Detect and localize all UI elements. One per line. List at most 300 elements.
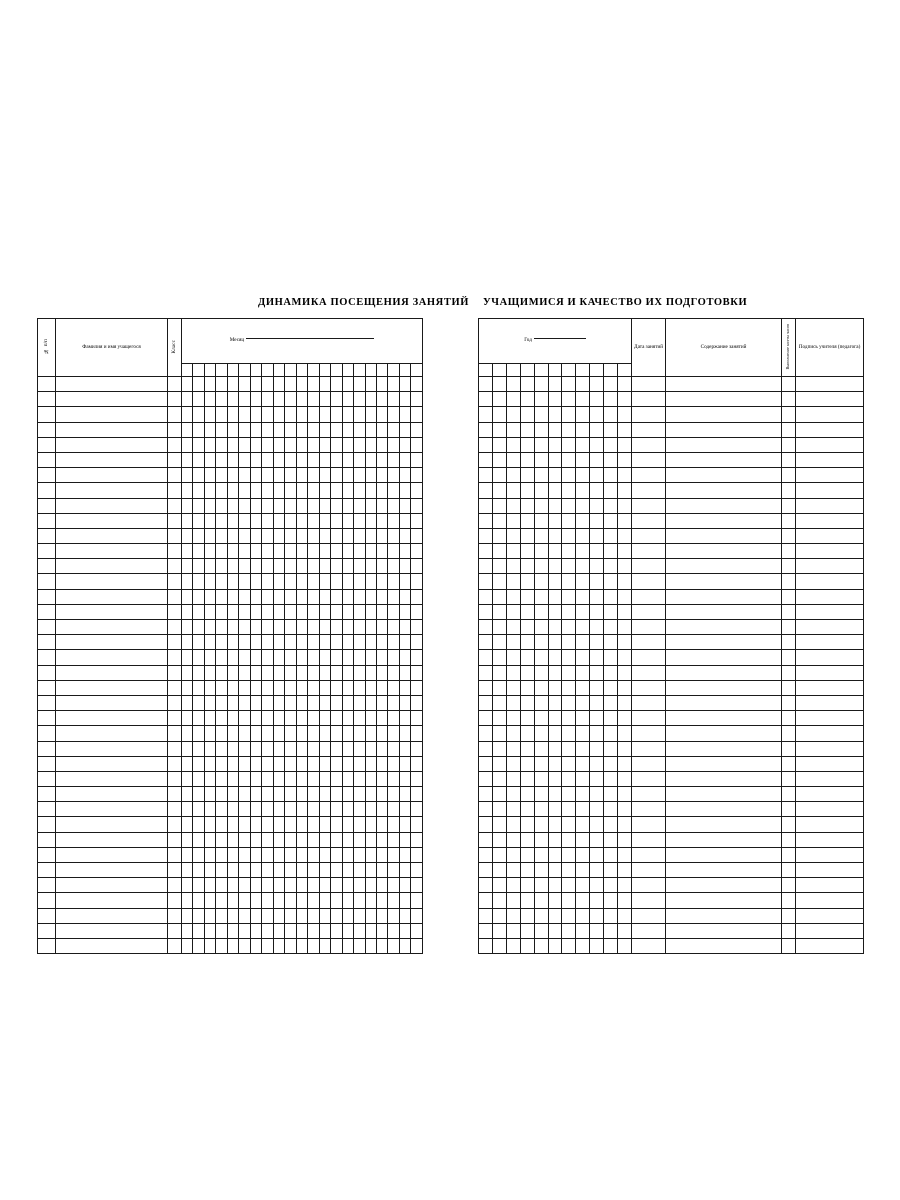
cell-number[interactable]: [38, 468, 56, 483]
cell-day[interactable]: [520, 604, 534, 619]
cell-day[interactable]: [506, 452, 520, 467]
cell-day[interactable]: [319, 544, 330, 559]
cell-lesson-date[interactable]: [632, 620, 666, 635]
cell-day[interactable]: [590, 923, 604, 938]
cell-day[interactable]: [562, 589, 576, 604]
cell-day[interactable]: [239, 832, 250, 847]
cell-day[interactable]: [319, 650, 330, 665]
cell-hours-completed[interactable]: [782, 847, 796, 862]
cell-number[interactable]: [38, 787, 56, 802]
cell-day[interactable]: [193, 589, 204, 604]
cell-day[interactable]: [182, 559, 193, 574]
cell-day[interactable]: [548, 407, 562, 422]
cell-day[interactable]: [250, 923, 261, 938]
cell-day[interactable]: [604, 437, 618, 452]
cell-day[interactable]: [562, 817, 576, 832]
cell-day[interactable]: [204, 893, 215, 908]
cell-number[interactable]: [38, 483, 56, 498]
cell-day[interactable]: [576, 589, 590, 604]
cell-day[interactable]: [331, 847, 342, 862]
cell-class[interactable]: [168, 498, 182, 513]
cell-day[interactable]: [604, 574, 618, 589]
cell-day[interactable]: [216, 528, 227, 543]
cell-day[interactable]: [492, 620, 506, 635]
cell-lesson-content[interactable]: [666, 407, 782, 422]
cell-day[interactable]: [273, 756, 284, 771]
cell-day[interactable]: [492, 589, 506, 604]
cell-day[interactable]: [273, 513, 284, 528]
cell-day[interactable]: [590, 422, 604, 437]
cell-number[interactable]: [38, 863, 56, 878]
cell-day[interactable]: [479, 483, 493, 498]
cell-day[interactable]: [376, 377, 387, 392]
cell-day[interactable]: [354, 756, 365, 771]
cell-day[interactable]: [604, 452, 618, 467]
cell-day[interactable]: [576, 528, 590, 543]
cell-day[interactable]: [308, 665, 319, 680]
cell-student-name[interactable]: [56, 923, 168, 938]
cell-day[interactable]: [331, 741, 342, 756]
cell-day[interactable]: [548, 726, 562, 741]
cell-day[interactable]: [520, 407, 534, 422]
cell-class[interactable]: [168, 377, 182, 392]
cell-student-name[interactable]: [56, 665, 168, 680]
cell-class[interactable]: [168, 817, 182, 832]
cell-day[interactable]: [376, 498, 387, 513]
cell-day[interactable]: [388, 513, 399, 528]
cell-day[interactable]: [534, 392, 548, 407]
cell-day[interactable]: [331, 498, 342, 513]
cell-day[interactable]: [354, 695, 365, 710]
cell-day[interactable]: [534, 544, 548, 559]
cell-day[interactable]: [411, 604, 423, 619]
cell-day[interactable]: [399, 544, 410, 559]
cell-day[interactable]: [365, 650, 376, 665]
cell-teacher-signature[interactable]: [796, 620, 864, 635]
cell-day[interactable]: [285, 863, 296, 878]
cell-day[interactable]: [354, 832, 365, 847]
cell-day[interactable]: [285, 711, 296, 726]
cell-day[interactable]: [285, 680, 296, 695]
cell-day[interactable]: [479, 787, 493, 802]
cell-day[interactable]: [590, 377, 604, 392]
cell-day[interactable]: [618, 483, 632, 498]
cell-day[interactable]: [262, 787, 273, 802]
cell-day[interactable]: [388, 771, 399, 786]
cell-day[interactable]: [411, 513, 423, 528]
cell-day[interactable]: [520, 589, 534, 604]
cell-day[interactable]: [182, 407, 193, 422]
cell-day[interactable]: [411, 650, 423, 665]
cell-class[interactable]: [168, 513, 182, 528]
cell-day[interactable]: [239, 771, 250, 786]
cell-day[interactable]: [296, 938, 307, 953]
cell-teacher-signature[interactable]: [796, 847, 864, 862]
cell-day[interactable]: [285, 741, 296, 756]
cell-day[interactable]: [506, 604, 520, 619]
cell-day[interactable]: [204, 923, 215, 938]
cell-hours-completed[interactable]: [782, 604, 796, 619]
cell-day[interactable]: [604, 695, 618, 710]
cell-day[interactable]: [216, 802, 227, 817]
cell-class[interactable]: [168, 695, 182, 710]
cell-day[interactable]: [308, 878, 319, 893]
cell-day[interactable]: [376, 893, 387, 908]
cell-teacher-signature[interactable]: [796, 437, 864, 452]
cell-day[interactable]: [354, 407, 365, 422]
cell-day[interactable]: [319, 377, 330, 392]
cell-day[interactable]: [250, 938, 261, 953]
cell-day[interactable]: [576, 863, 590, 878]
cell-day[interactable]: [239, 528, 250, 543]
cell-day[interactable]: [520, 695, 534, 710]
cell-day[interactable]: [262, 468, 273, 483]
cell-day[interactable]: [273, 923, 284, 938]
cell-day[interactable]: [388, 544, 399, 559]
cell-day[interactable]: [618, 559, 632, 574]
cell-day[interactable]: [520, 878, 534, 893]
cell-day[interactable]: [376, 802, 387, 817]
cell-day[interactable]: [354, 392, 365, 407]
cell-day[interactable]: [388, 635, 399, 650]
cell-day[interactable]: [331, 787, 342, 802]
cell-day[interactable]: [354, 589, 365, 604]
cell-day[interactable]: [399, 863, 410, 878]
cell-day[interactable]: [492, 483, 506, 498]
cell-day[interactable]: [227, 817, 238, 832]
cell-number[interactable]: [38, 908, 56, 923]
cell-day[interactable]: [262, 893, 273, 908]
cell-day[interactable]: [520, 559, 534, 574]
cell-day[interactable]: [411, 863, 423, 878]
cell-day[interactable]: [354, 741, 365, 756]
cell-day[interactable]: [376, 422, 387, 437]
cell-day[interactable]: [331, 377, 342, 392]
cell-day[interactable]: [604, 741, 618, 756]
cell-lesson-date[interactable]: [632, 650, 666, 665]
cell-hours-completed[interactable]: [782, 407, 796, 422]
cell-day[interactable]: [273, 908, 284, 923]
cell-day[interactable]: [250, 620, 261, 635]
cell-number[interactable]: [38, 726, 56, 741]
cell-day[interactable]: [273, 680, 284, 695]
cell-hours-completed[interactable]: [782, 711, 796, 726]
cell-day[interactable]: [262, 635, 273, 650]
cell-day[interactable]: [285, 832, 296, 847]
cell-day[interactable]: [388, 422, 399, 437]
cell-day[interactable]: [411, 392, 423, 407]
cell-day[interactable]: [376, 680, 387, 695]
cell-day[interactable]: [376, 771, 387, 786]
cell-number[interactable]: [38, 452, 56, 467]
cell-day[interactable]: [411, 528, 423, 543]
cell-day[interactable]: [506, 589, 520, 604]
cell-number[interactable]: [38, 893, 56, 908]
cell-day[interactable]: [365, 893, 376, 908]
cell-day[interactable]: [342, 559, 353, 574]
cell-day[interactable]: [411, 787, 423, 802]
cell-lesson-date[interactable]: [632, 544, 666, 559]
cell-day[interactable]: [250, 680, 261, 695]
cell-day[interactable]: [216, 847, 227, 862]
cell-day[interactable]: [548, 878, 562, 893]
cell-day[interactable]: [534, 863, 548, 878]
cell-day[interactable]: [590, 695, 604, 710]
cell-day[interactable]: [216, 377, 227, 392]
cell-day[interactable]: [376, 407, 387, 422]
cell-day[interactable]: [411, 878, 423, 893]
cell-day[interactable]: [342, 847, 353, 862]
cell-student-name[interactable]: [56, 847, 168, 862]
cell-day[interactable]: [216, 620, 227, 635]
cell-day[interactable]: [411, 589, 423, 604]
cell-day[interactable]: [520, 544, 534, 559]
cell-day[interactable]: [576, 437, 590, 452]
cell-day[interactable]: [399, 741, 410, 756]
cell-day[interactable]: [193, 483, 204, 498]
cell-day[interactable]: [399, 665, 410, 680]
cell-lesson-date[interactable]: [632, 923, 666, 938]
cell-day[interactable]: [388, 589, 399, 604]
cell-day[interactable]: [354, 620, 365, 635]
cell-day[interactable]: [365, 377, 376, 392]
cell-day[interactable]: [250, 574, 261, 589]
cell-day[interactable]: [227, 847, 238, 862]
cell-teacher-signature[interactable]: [796, 452, 864, 467]
cell-day[interactable]: [204, 863, 215, 878]
cell-hours-completed[interactable]: [782, 802, 796, 817]
cell-day[interactable]: [388, 620, 399, 635]
cell-day[interactable]: [227, 604, 238, 619]
cell-class[interactable]: [168, 680, 182, 695]
cell-day[interactable]: [618, 604, 632, 619]
cell-day[interactable]: [354, 665, 365, 680]
cell-day[interactable]: [285, 817, 296, 832]
cell-day[interactable]: [479, 559, 493, 574]
cell-day[interactable]: [618, 908, 632, 923]
cell-day[interactable]: [399, 771, 410, 786]
cell-day[interactable]: [354, 513, 365, 528]
cell-day[interactable]: [342, 923, 353, 938]
cell-day[interactable]: [399, 483, 410, 498]
cell-day[interactable]: [388, 392, 399, 407]
cell-day[interactable]: [182, 589, 193, 604]
cell-day[interactable]: [193, 726, 204, 741]
cell-day[interactable]: [239, 498, 250, 513]
cell-lesson-content[interactable]: [666, 392, 782, 407]
cell-number[interactable]: [38, 589, 56, 604]
cell-day[interactable]: [604, 938, 618, 953]
cell-day[interactable]: [296, 422, 307, 437]
cell-day[interactable]: [182, 665, 193, 680]
cell-day[interactable]: [342, 680, 353, 695]
cell-day[interactable]: [319, 437, 330, 452]
cell-day[interactable]: [216, 574, 227, 589]
cell-day[interactable]: [479, 468, 493, 483]
cell-day[interactable]: [399, 756, 410, 771]
cell-day[interactable]: [182, 650, 193, 665]
cell-day[interactable]: [576, 544, 590, 559]
cell-day[interactable]: [250, 483, 261, 498]
cell-lesson-content[interactable]: [666, 498, 782, 513]
cell-lesson-content[interactable]: [666, 528, 782, 543]
cell-day[interactable]: [548, 544, 562, 559]
cell-day[interactable]: [273, 665, 284, 680]
cell-lesson-content[interactable]: [666, 908, 782, 923]
cell-day[interactable]: [182, 787, 193, 802]
cell-day[interactable]: [399, 574, 410, 589]
cell-day[interactable]: [548, 695, 562, 710]
cell-class[interactable]: [168, 771, 182, 786]
cell-day[interactable]: [576, 832, 590, 847]
cell-day[interactable]: [388, 665, 399, 680]
cell-day[interactable]: [562, 422, 576, 437]
cell-day[interactable]: [342, 589, 353, 604]
cell-day[interactable]: [354, 574, 365, 589]
cell-day[interactable]: [548, 787, 562, 802]
cell-day[interactable]: [354, 938, 365, 953]
cell-day[interactable]: [590, 802, 604, 817]
cell-day[interactable]: [492, 574, 506, 589]
cell-day[interactable]: [296, 392, 307, 407]
cell-day[interactable]: [262, 665, 273, 680]
cell-day[interactable]: [354, 923, 365, 938]
cell-day[interactable]: [618, 513, 632, 528]
cell-day[interactable]: [604, 817, 618, 832]
cell-day[interactable]: [365, 620, 376, 635]
cell-day[interactable]: [273, 635, 284, 650]
cell-lesson-date[interactable]: [632, 938, 666, 953]
cell-day[interactable]: [250, 392, 261, 407]
cell-lesson-content[interactable]: [666, 726, 782, 741]
cell-day[interactable]: [239, 513, 250, 528]
cell-day[interactable]: [604, 802, 618, 817]
cell-day[interactable]: [331, 620, 342, 635]
cell-student-name[interactable]: [56, 377, 168, 392]
cell-day[interactable]: [590, 787, 604, 802]
cell-day[interactable]: [365, 741, 376, 756]
cell-day[interactable]: [576, 756, 590, 771]
cell-day[interactable]: [204, 498, 215, 513]
cell-day[interactable]: [590, 574, 604, 589]
cell-day[interactable]: [562, 574, 576, 589]
cell-day[interactable]: [342, 711, 353, 726]
cell-day[interactable]: [562, 847, 576, 862]
cell-day[interactable]: [388, 695, 399, 710]
cell-day[interactable]: [354, 452, 365, 467]
cell-lesson-date[interactable]: [632, 589, 666, 604]
cell-day[interactable]: [562, 832, 576, 847]
cell-day[interactable]: [388, 680, 399, 695]
cell-day[interactable]: [262, 878, 273, 893]
cell-day[interactable]: [308, 407, 319, 422]
cell-lesson-date[interactable]: [632, 422, 666, 437]
cell-day[interactable]: [204, 377, 215, 392]
cell-day[interactable]: [250, 802, 261, 817]
cell-day[interactable]: [604, 559, 618, 574]
cell-day[interactable]: [239, 726, 250, 741]
cell-number[interactable]: [38, 665, 56, 680]
cell-day[interactable]: [342, 771, 353, 786]
cell-day[interactable]: [182, 771, 193, 786]
cell-number[interactable]: [38, 604, 56, 619]
cell-number[interactable]: [38, 544, 56, 559]
cell-day[interactable]: [262, 832, 273, 847]
cell-day[interactable]: [411, 377, 423, 392]
cell-day[interactable]: [576, 787, 590, 802]
cell-day[interactable]: [296, 544, 307, 559]
cell-day[interactable]: [365, 817, 376, 832]
cell-day[interactable]: [618, 938, 632, 953]
cell-day[interactable]: [376, 650, 387, 665]
cell-day[interactable]: [273, 741, 284, 756]
cell-day[interactable]: [562, 468, 576, 483]
cell-day[interactable]: [262, 377, 273, 392]
cell-day[interactable]: [618, 771, 632, 786]
cell-day[interactable]: [618, 680, 632, 695]
cell-day[interactable]: [534, 802, 548, 817]
cell-day[interactable]: [308, 680, 319, 695]
cell-day[interactable]: [182, 923, 193, 938]
cell-day[interactable]: [308, 437, 319, 452]
cell-day[interactable]: [331, 938, 342, 953]
cell-day[interactable]: [319, 726, 330, 741]
cell-day[interactable]: [308, 574, 319, 589]
cell-day[interactable]: [388, 908, 399, 923]
cell-day[interactable]: [319, 802, 330, 817]
cell-hours-completed[interactable]: [782, 574, 796, 589]
cell-class[interactable]: [168, 832, 182, 847]
cell-day[interactable]: [354, 468, 365, 483]
cell-day[interactable]: [273, 407, 284, 422]
cell-lesson-content[interactable]: [666, 559, 782, 574]
cell-day[interactable]: [506, 680, 520, 695]
cell-day[interactable]: [262, 452, 273, 467]
cell-day[interactable]: [411, 468, 423, 483]
cell-day[interactable]: [262, 604, 273, 619]
cell-day[interactable]: [308, 528, 319, 543]
cell-lesson-content[interactable]: [666, 574, 782, 589]
cell-day[interactable]: [548, 589, 562, 604]
cell-day[interactable]: [618, 726, 632, 741]
cell-student-name[interactable]: [56, 559, 168, 574]
cell-day[interactable]: [492, 711, 506, 726]
cell-day[interactable]: [365, 771, 376, 786]
cell-day[interactable]: [204, 938, 215, 953]
cell-day[interactable]: [354, 604, 365, 619]
cell-day[interactable]: [239, 741, 250, 756]
cell-day[interactable]: [204, 787, 215, 802]
cell-day[interactable]: [365, 574, 376, 589]
cell-day[interactable]: [308, 847, 319, 862]
cell-hours-completed[interactable]: [782, 863, 796, 878]
cell-day[interactable]: [193, 422, 204, 437]
cell-day[interactable]: [562, 756, 576, 771]
cell-day[interactable]: [604, 908, 618, 923]
cell-day[interactable]: [576, 407, 590, 422]
cell-day[interactable]: [604, 923, 618, 938]
cell-day[interactable]: [388, 559, 399, 574]
cell-day[interactable]: [262, 847, 273, 862]
cell-day[interactable]: [479, 802, 493, 817]
cell-day[interactable]: [411, 893, 423, 908]
cell-day[interactable]: [250, 422, 261, 437]
cell-teacher-signature[interactable]: [796, 695, 864, 710]
cell-class[interactable]: [168, 787, 182, 802]
cell-day[interactable]: [576, 635, 590, 650]
cell-day[interactable]: [250, 498, 261, 513]
cell-day[interactable]: [250, 407, 261, 422]
